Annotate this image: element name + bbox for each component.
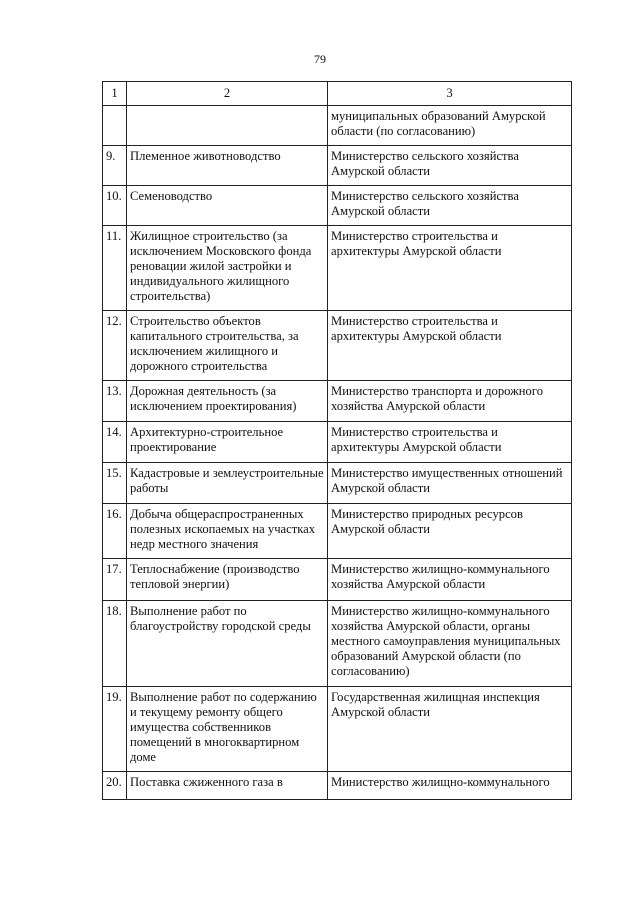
table-row [103, 504, 572, 559]
table-row [103, 687, 572, 772]
row-number: 9. [103, 146, 127, 186]
row-authority: Министерство имущественных отношений Амурской области [328, 463, 572, 504]
row-activity: Семеноводство [127, 186, 328, 226]
table-row [103, 559, 572, 601]
row-authority: Государственная жилищная инспекция Амурской области [328, 687, 572, 772]
row-authority: Министерство жилищно-коммунального хозяйства Амурской области, органы местного самоуправления муниципальных образований Амурской области (по согласованию) [328, 601, 572, 687]
table-row [103, 226, 572, 311]
row-authority: муниципальных образований Амурской области (по согласованию) [328, 106, 572, 146]
table-row [103, 106, 572, 146]
row-number: 14. [103, 422, 127, 463]
row-number: 17. [103, 559, 127, 601]
row-authority: Министерство сельского хозяйства Амурской области [328, 146, 572, 186]
row-activity: Жилищное строительство (за исключением Московского фонда реновации жилой застройки и индивидуального жилищного строительства) [127, 226, 328, 311]
row-activity: Строительство объектов капитального строительства, за исключением жилищного и дорожного строительства [127, 311, 328, 381]
row-authority: Министерство строительства и архитектуры Амурской области [328, 226, 572, 311]
table-row [103, 311, 572, 381]
table-row [103, 463, 572, 504]
table-row [103, 381, 572, 422]
page-number: 79 [314, 52, 326, 66]
row-activity: Кадастровые и землеустроительные работы [127, 463, 328, 504]
row-number: 11. [103, 226, 127, 311]
row-number: 15. [103, 463, 127, 504]
row-number: 16. [103, 504, 127, 559]
row-number [103, 106, 127, 146]
row-activity: Добыча общераспространенных полезных ископаемых на участках недр местного значения [127, 504, 328, 559]
table-row [103, 772, 572, 800]
row-activity: Архитектурно-строительное проектирование [127, 422, 328, 463]
column-header-3: 3 [328, 82, 572, 106]
row-number: 18. [103, 601, 127, 687]
row-authority: Министерство жилищно-коммунального хозяйства Амурской области [328, 559, 572, 601]
row-activity: Выполнение работ по содержанию и текущему ремонту общего имущества собственников помещений в многоквартирном доме [127, 687, 328, 772]
row-authority: Министерство природных ресурсов Амурской области [328, 504, 572, 559]
row-activity [127, 106, 328, 146]
column-header-1: 1 [103, 82, 127, 106]
table-row [103, 186, 572, 226]
row-number: 20. [103, 772, 127, 800]
row-number: 10. [103, 186, 127, 226]
row-activity: Теплоснабжение (производство тепловой энергии) [127, 559, 328, 601]
row-number: 12. [103, 311, 127, 381]
row-activity: Поставка сжиженного газа в [127, 772, 328, 800]
table-header-row [103, 82, 572, 106]
row-authority: Министерство строительства и архитектуры Амурской области [328, 422, 572, 463]
row-authority: Министерство строительства и архитектуры Амурской области [328, 311, 572, 381]
row-activity: Дорожная деятельность (за исключением проектирования) [127, 381, 328, 422]
row-authority: Министерство сельского хозяйства Амурской области [328, 186, 572, 226]
row-activity: Племенное животноводство [127, 146, 328, 186]
row-authority: Министерство жилищно-коммунального [328, 772, 572, 800]
table-row [103, 422, 572, 463]
row-activity: Выполнение работ по благоустройству городской среды [127, 601, 328, 687]
column-header-2: 2 [127, 82, 328, 106]
table-row [103, 146, 572, 186]
row-number: 19. [103, 687, 127, 772]
row-number: 13. [103, 381, 127, 422]
regulation-table [102, 81, 572, 800]
row-authority: Министерство транспорта и дорожного хозяйства Амурской области [328, 381, 572, 422]
table-row [103, 601, 572, 687]
